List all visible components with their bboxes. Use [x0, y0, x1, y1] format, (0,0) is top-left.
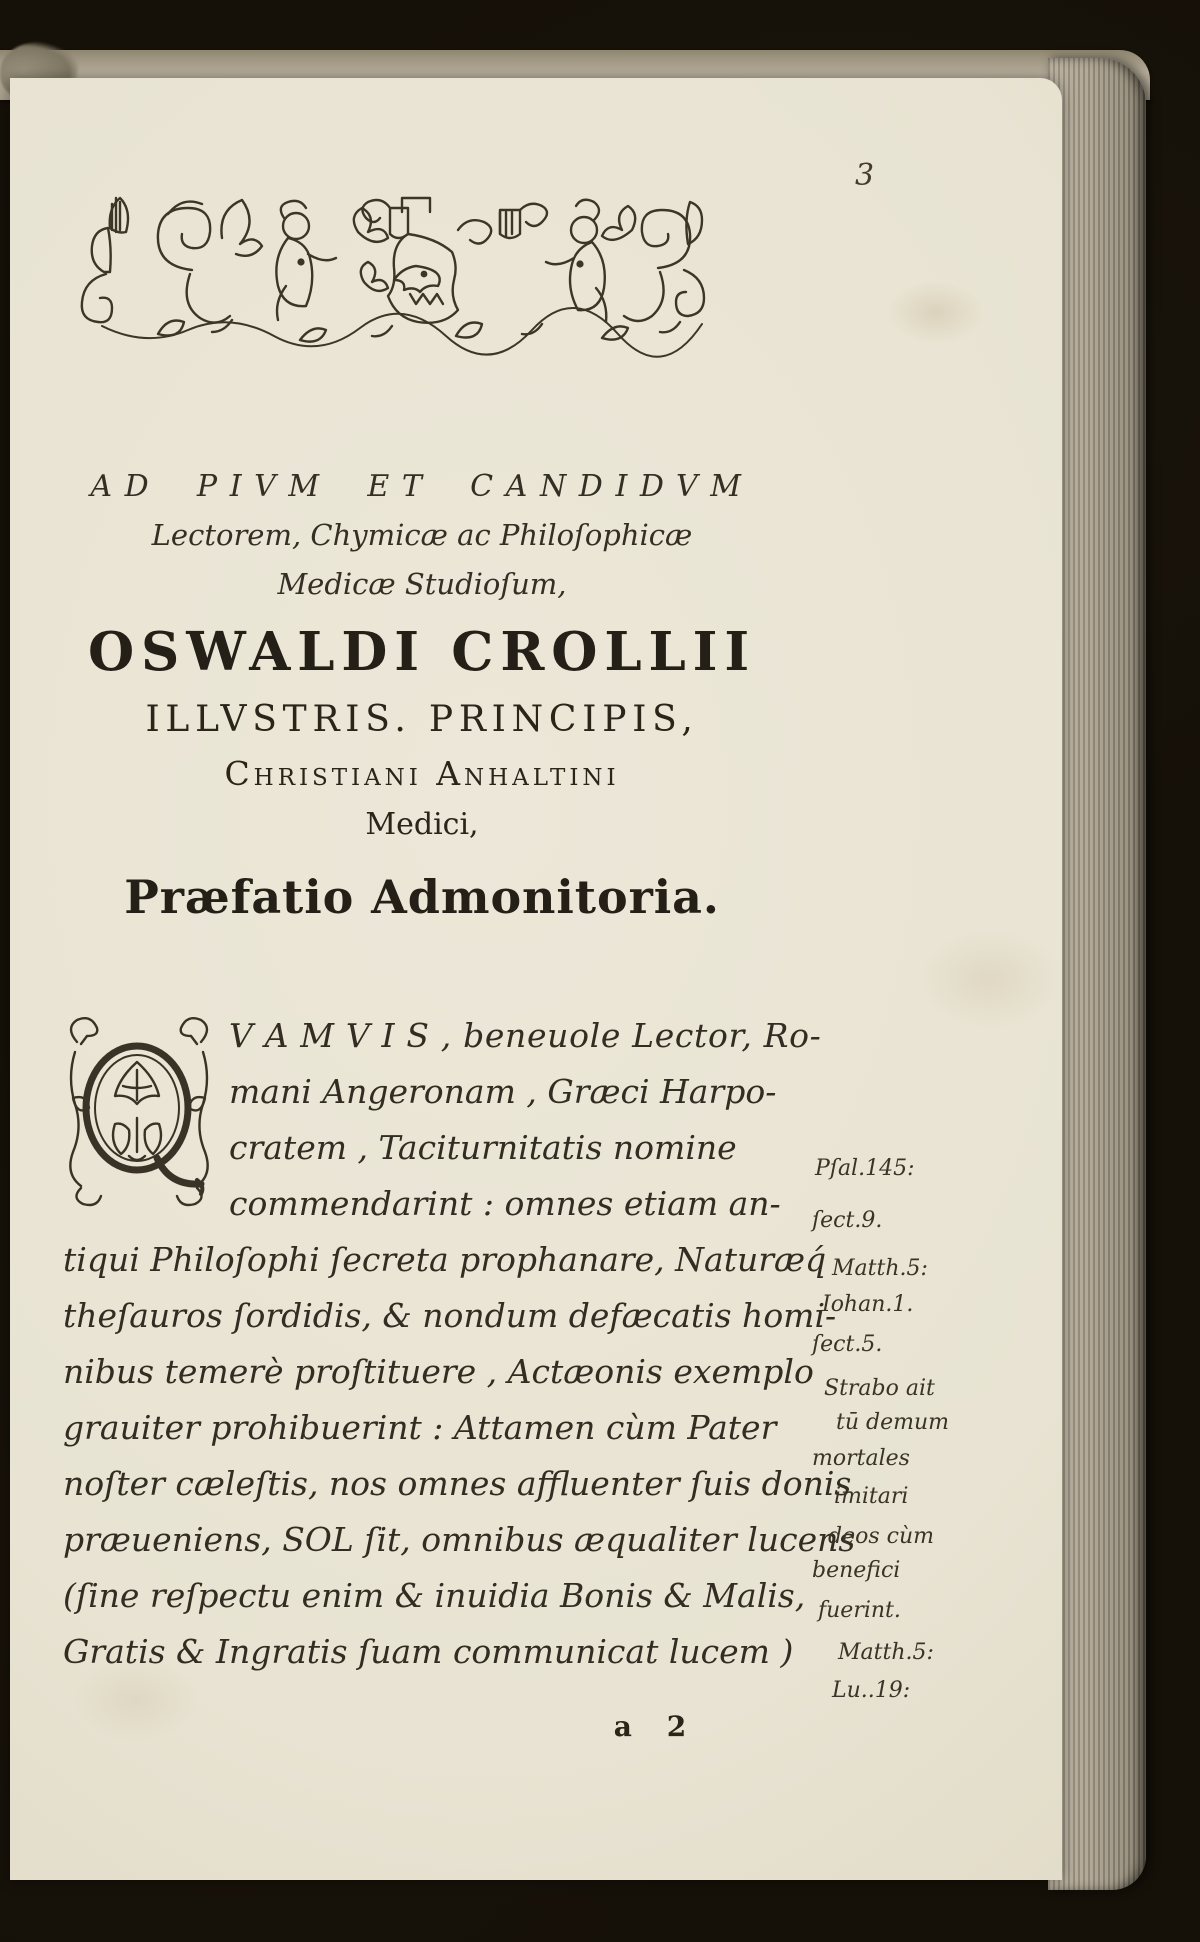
title-block: [38, 464, 806, 944]
book-page: [10, 78, 1062, 1880]
body-line: tiqui Philoſophi ſecreta prophanare, Naturæq́: [63, 1240, 827, 1279]
body-line: nibus temerè proſtituere , Actæonis exemplo: [63, 1352, 814, 1391]
margin-note: Pſal.145:: [815, 1156, 915, 1181]
author-name: OSWALDI CROLLII: [87, 621, 757, 683]
margin-note: Strabo ait: [824, 1376, 935, 1401]
margin-note: Matth.5:: [832, 1256, 928, 1281]
drop-cap-initial-Q-icon: [63, 1012, 215, 1226]
margin-note: Matth.5:: [838, 1640, 934, 1665]
margin-note: imitari: [834, 1484, 909, 1509]
author-role: Medici,: [365, 807, 479, 842]
body-line: Gratis & Ingratis ſuam communicat lucem ): [63, 1632, 794, 1671]
margin-note: ſect.9.: [812, 1208, 883, 1233]
margin-note: mortales: [812, 1446, 910, 1471]
margin-note: benefici: [812, 1558, 901, 1583]
page-number: 3: [855, 158, 875, 193]
margin-note: fuerint.: [818, 1598, 901, 1623]
margin-note: Iohan.1.: [822, 1292, 914, 1317]
body-line: cratem , Taciturnitatis nomine: [229, 1128, 737, 1167]
body-line: noſter cæleſtis, nos omnes affluenter ſuis donis: [63, 1464, 852, 1503]
body-line: mani Angeronam , Græci Harpo-: [229, 1072, 777, 1111]
body-line: V A M V I S , beneuole Lector, Ro-: [229, 1016, 822, 1055]
margin-note: tū demum: [836, 1410, 949, 1435]
book-fore-edge-pages: [1048, 58, 1146, 1890]
body-line: præueniens, SOL ſit, omnibus æqualiter lucens: [63, 1520, 856, 1559]
margin-note: ſect.5.: [812, 1332, 883, 1357]
body-line: theſauros ſordidis, & nondum defæcatis homi-: [63, 1296, 837, 1335]
body-line: (ſine reſpectu enim & inuidia Bonis & Malis,: [63, 1576, 806, 1615]
headpiece-woodcut-icon: [72, 174, 712, 359]
margin-note: deos cùm: [828, 1524, 934, 1549]
margin-note: Lu..19:: [832, 1678, 911, 1703]
dedication-line-1: AD PIVM ET CANDIDVM: [90, 469, 754, 504]
section-title: Præfatio Admonitoria.: [124, 870, 720, 924]
body-line: commendarint : omnes etiam an-: [229, 1184, 781, 1223]
dedication-line-2: Lectorem, Chymicæ ac Philoſophicæ: [151, 518, 693, 552]
gathering-signature: a 2: [613, 1710, 687, 1743]
body-line: grauiter prohibuerint : Attamen cùm Pater: [63, 1408, 777, 1447]
author-patron: Christiani Anhaltini: [224, 754, 620, 793]
dedication-line-3: Medicæ Studioſum,: [277, 567, 567, 601]
author-rank: ILLVSTRIS. PRINCIPIS,: [145, 699, 699, 740]
